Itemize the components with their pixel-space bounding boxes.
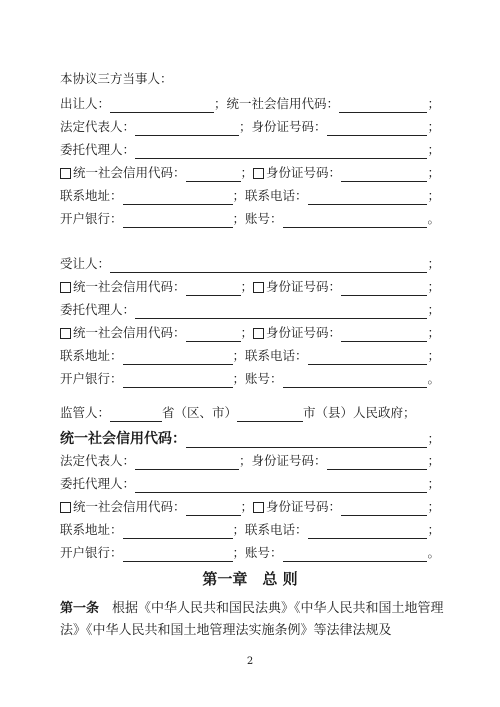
semicolon: ； [240,325,254,340]
supervisor-row [60,404,440,422]
agent-id-field[interactable] [341,327,427,342]
agent-credit-field[interactable] [186,327,241,342]
bank-label: 开户银行： [60,371,123,386]
supervisor-agent-id-row [60,498,440,516]
transferor-name-row [60,95,440,113]
semicolon: ； [427,476,440,491]
semicolon: ； [427,348,440,363]
semicolon: ； [427,302,440,317]
supervisor-address-row [60,521,440,539]
checkbox[interactable] [253,502,264,513]
semicolon: ； [427,279,440,294]
account-field[interactable] [283,373,428,388]
article-1-paragraph [60,598,445,642]
checkbox[interactable] [253,282,264,293]
transferee-agent-row [60,301,440,319]
phone-field[interactable] [308,524,428,539]
transferor-legal-rep-row [60,118,440,136]
chapter-title: 第一章 总 则 [202,570,298,588]
semicolon: ； [427,453,440,468]
address-label: 联系地址： [60,522,123,537]
semicolon: ； [427,431,440,446]
agent-credit-field[interactable] [186,167,241,182]
agent-id-label: 身份证号码： [266,325,342,340]
intro-line [60,70,440,88]
semicolon: ； [427,188,440,203]
bank-label: 开户银行： [60,211,123,226]
checkbox[interactable] [60,502,71,513]
transferee-address-row [60,347,440,365]
transferor-agent-row [60,141,440,159]
agent-field[interactable] [135,304,427,319]
id-label: 身份证号码： [266,279,342,294]
transferee-name-label: 受让人： [60,256,111,271]
article-1-text: 根据《中华人民共和国民法典》《中华人民共和国土地管理法》《中华人民共和国土地管理法实施条例》等法律法规及 [60,601,444,638]
transferor-bank-row [60,210,440,228]
semicolon: ； [240,165,254,180]
semicolon: ； [427,325,440,340]
province-field[interactable] [110,407,162,422]
transferor-agent-label: 委托代理人： [60,142,136,157]
account-label: ；账号： [232,211,283,226]
transferor-address-row [60,187,440,205]
period: 。 [427,545,440,560]
transferor-agent-field[interactable] [135,144,427,159]
supervisor-legal-rep-row [60,452,440,470]
agent-credit-label: 统一社会信用代码： [73,499,186,514]
agent-id-label: 身份证号码： [266,499,342,514]
agent-id-field[interactable] [341,167,427,182]
transferor-legal-rep-label: 法定代表人： [60,119,136,134]
city-field[interactable] [237,407,303,422]
page-number: 2 [246,656,254,667]
address-field[interactable] [123,524,233,539]
checkbox[interactable] [253,168,264,179]
address-field[interactable] [123,190,233,205]
period: 。 [427,371,440,386]
semicolon: ； [427,142,440,157]
phone-field[interactable] [308,350,428,365]
transferee-id-row [60,278,440,296]
phone-label: ；联系电话： [232,522,308,537]
supervisor-credit-field[interactable] [186,433,427,448]
semicolon: ； [427,96,440,111]
transferee-agent-id-row [60,324,440,342]
agent-credit-label: 统一社会信用代码： [73,325,186,340]
agent-id-label: 身份证号码： [266,165,342,180]
phone-field[interactable] [308,190,428,205]
transferor-legal-rep-field[interactable] [135,121,239,136]
transferor-name-field[interactable] [110,98,214,113]
credit-field[interactable] [186,281,241,296]
province-label: 省（区、市） [162,405,238,420]
semicolon: ； [240,279,254,294]
account-field[interactable] [283,213,428,228]
address-label: 联系地址： [60,188,123,203]
checkbox[interactable] [60,328,71,339]
legal-rep-label: 法定代表人： [60,453,136,468]
agent-id-field[interactable] [341,501,427,516]
transferor-credit-label: ；统一社会信用代码： [214,96,340,111]
semicolon: ； [427,499,440,514]
semicolon: ； [427,256,440,271]
bank-field[interactable] [123,547,233,562]
supervisor-credit-row [60,428,440,448]
agent-label: 委托代理人： [60,302,136,317]
account-label: ；账号： [232,545,283,560]
transferor-name-label: 出让人： [60,96,111,111]
id-label: ；身份证号码： [239,453,327,468]
transferee-name-field[interactable] [110,258,427,273]
agent-field[interactable] [135,478,427,493]
semicolon: ； [427,165,440,180]
transferor-id-label: ；身份证号码： [239,119,327,134]
supervisor-bank-row [60,544,440,562]
id-field[interactable] [327,455,428,470]
agent-credit-label: 统一社会信用代码： [73,165,186,180]
transferor-agent-id-row [60,164,440,182]
bank-field[interactable] [123,373,233,388]
checkbox[interactable] [60,282,71,293]
supervisor-label: 监管人： [60,405,111,420]
credit-label: 统一社会信用代码： [73,279,186,294]
id-field[interactable] [341,281,427,296]
transferee-name-row [60,255,440,273]
supervisor-agent-row [60,475,440,493]
intro-text: 本协议三方当事人： [60,71,173,86]
phone-label: ；联系电话： [232,188,308,203]
checkbox[interactable] [253,328,264,339]
agent-credit-field[interactable] [186,501,241,516]
semicolon: ； [240,499,254,514]
account-field[interactable] [283,547,428,562]
phone-label: ；联系电话： [232,348,308,363]
bank-field[interactable] [123,213,233,228]
legal-rep-field[interactable] [135,455,239,470]
semicolon: ； [427,522,440,537]
transferee-bank-row [60,370,440,388]
semicolon: ； [427,119,440,134]
transferor-id-field[interactable] [327,121,428,136]
period: 。 [427,211,440,226]
bank-label: 开户银行： [60,545,123,560]
article-1-lead: 第一条 [60,601,100,616]
address-label: 联系地址： [60,348,123,363]
city-label: 市（县）人民政府； [303,405,416,420]
agent-label: 委托代理人： [60,476,136,491]
supervisor-credit-label: 统一社会信用代码： [60,431,186,447]
transferor-credit-field[interactable] [339,98,427,113]
account-label: ；账号： [232,371,283,386]
address-field[interactable] [123,350,233,365]
checkbox[interactable] [60,168,71,179]
